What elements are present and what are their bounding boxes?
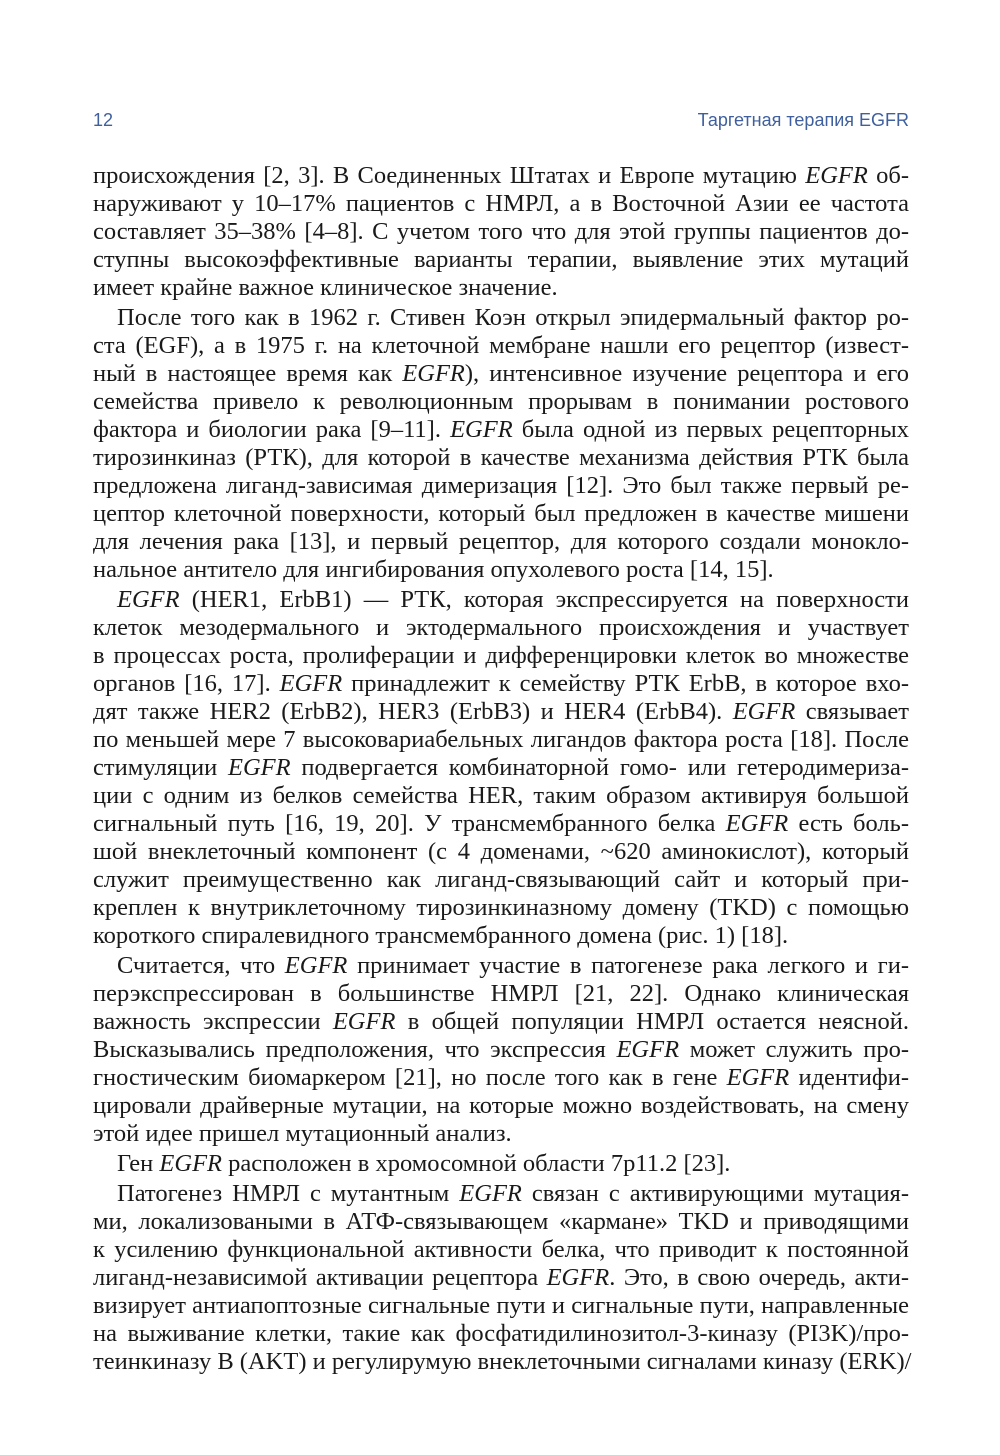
paragraph	[117, 1150, 909, 1178]
text-line: к усилению функциональной активности белка, что приводит к постоянной	[93, 1236, 909, 1263]
text-line: ми, локализоваными в АТФ-связывающем «кармане» TKD и приводящими	[93, 1208, 909, 1235]
text-line: цировали драйверные мутации, на которые можно воздействовать, на смену	[93, 1092, 909, 1119]
text-line: этой идее пришел мутационный анализ.	[93, 1120, 512, 1147]
text-line: ный в настоящее время как EGFR), интенсивное изучение рецептора и его	[93, 360, 910, 387]
text-line: Ген EGFR расположен в хромосомной области 7p11.2 [23].	[117, 1150, 731, 1177]
text-line: семейства привело к революционным прорывам в понимании ростового	[93, 388, 909, 415]
text-line: ступны высокоэффективные варианты терапии, выявление этих мутаций	[93, 246, 909, 273]
text-line: тирозинкиназ (РТК), для которой в качестве механизма действия РТК была	[93, 444, 909, 471]
text-line: в процессах роста, пролиферации и дифференцировки клеток во множестве	[93, 642, 909, 669]
running-head	[93, 110, 909, 134]
paragraph	[93, 1180, 912, 1376]
text-line: креплен к внутриклеточному тирозинкиназному домену (TKD) с помощью	[93, 894, 909, 921]
text-line: сигнальный путь [16, 19, 20]. У трансмембранного белка EGFR есть боль-	[93, 810, 909, 837]
text-line: по меньшей мере 7 высоковариабельных лигандов фактора роста [18]. После	[93, 726, 909, 753]
text-line: наруживают у 10–17% пациентов с НМРЛ, а в Восточной Азии ее частота	[93, 190, 909, 217]
text-line: ции с одним из белков семейства HER, таким образом активируя большой	[93, 782, 909, 809]
text-line: перэкспрессирован в большинстве НМРЛ [21, 22]. Однако клиническая	[93, 980, 909, 1007]
text-line: служит преимущественно как лиганд-связывающий сайт и который при-	[93, 866, 909, 893]
text-line: органов [16, 17]. EGFR принадлежит к семейству РТК ErbB, в которое вхо-	[93, 670, 909, 697]
text-line: лиганд-независимой активации рецептора EGFR. Это, в свою очередь, акти-	[93, 1264, 909, 1291]
text-line: гностическим биомаркером [21], но после того как в гене EGFR идентифи-	[93, 1064, 909, 1091]
text-line: фактора и биологии рака [9–11]. EGFR была одной из первых рецепторных	[93, 416, 909, 443]
text-line: цептор клеточной поверхности, который был предложен в качестве мишени	[93, 500, 909, 527]
text-line: Патогенез НМРЛ с мутантным EGFR связан с активирующими мутация-	[117, 1180, 909, 1207]
paragraph	[93, 304, 910, 584]
page-number: 12	[93, 110, 114, 130]
text-line: для лечения рака [13], и первый рецептор, для которого создали монокло-	[93, 528, 909, 555]
text-line: предложена лиганд-зависимая димеризация [12]. Это был также первый ре-	[93, 472, 909, 499]
paragraph	[93, 586, 909, 950]
text-line: ста (EGF), а в 1975 г. на клеточной мембране нашли его рецептор (извест-	[93, 332, 909, 359]
text-line: происхождения [2, 3]. В Соединенных Штатах и Европе мутацию EGFR об-	[93, 162, 909, 189]
body-text	[93, 162, 912, 1376]
text-line: клеток мезодермального и эктодермального происхождения и участвует	[93, 614, 909, 641]
text-line: Считается, что EGFR принимает участие в патогенезе рака легкого и ги-	[117, 952, 910, 979]
text-line: теинкиназу B (AKT) и регулирумую внеклеточными сигналами киназу (ERK)/	[93, 1348, 912, 1375]
text-line: составляет 35–38% [4–8]. С учетом того что для этой группы пациентов до-	[93, 218, 909, 245]
text-line: на выживание клетки, такие как фосфатидилинозитол-3-киназу (PI3K)/про-	[93, 1320, 909, 1347]
text-line: короткого спиралевидного трансмембранного домена (рис. 1) [18].	[93, 922, 789, 949]
text-line: дят также HER2 (ErbB2), HER3 (ErbB3) и HER4 (ErbB4). EGFR связывает	[93, 698, 909, 725]
paragraph	[93, 952, 910, 1148]
text-line: Высказывались предположения, что экспрессия EGFR может служить про-	[93, 1036, 910, 1063]
text-line: стимуляции EGFR подвергается комбинаторной гомо- или гетеродимериза-	[93, 754, 909, 781]
paragraph	[93, 162, 909, 302]
text-line: После того как в 1962 г. Стивен Коэн открыл эпидермальный фактор ро-	[117, 304, 909, 331]
text-line: имеет крайне важное клиническое значение.	[93, 274, 558, 301]
running-title: Таргетная терапия EGFR	[697, 110, 909, 130]
text-line: важность экспрессии EGFR в общей популяции НМРЛ остается неясной.	[93, 1008, 909, 1035]
text-line: шой внеклеточный компонент (с 4 доменами, ~620 аминокислот), который	[93, 838, 909, 865]
text-line: нальное антитело для ингибирования опухолевого роста [14, 15].	[93, 556, 774, 583]
text-line: EGFR (HER1, ErbB1) — РТК, которая экспрессируется на поверхности	[117, 586, 909, 613]
text-line: визирует антиапоптозные сигнальные пути и сигнальные пути, направленные	[93, 1292, 909, 1319]
